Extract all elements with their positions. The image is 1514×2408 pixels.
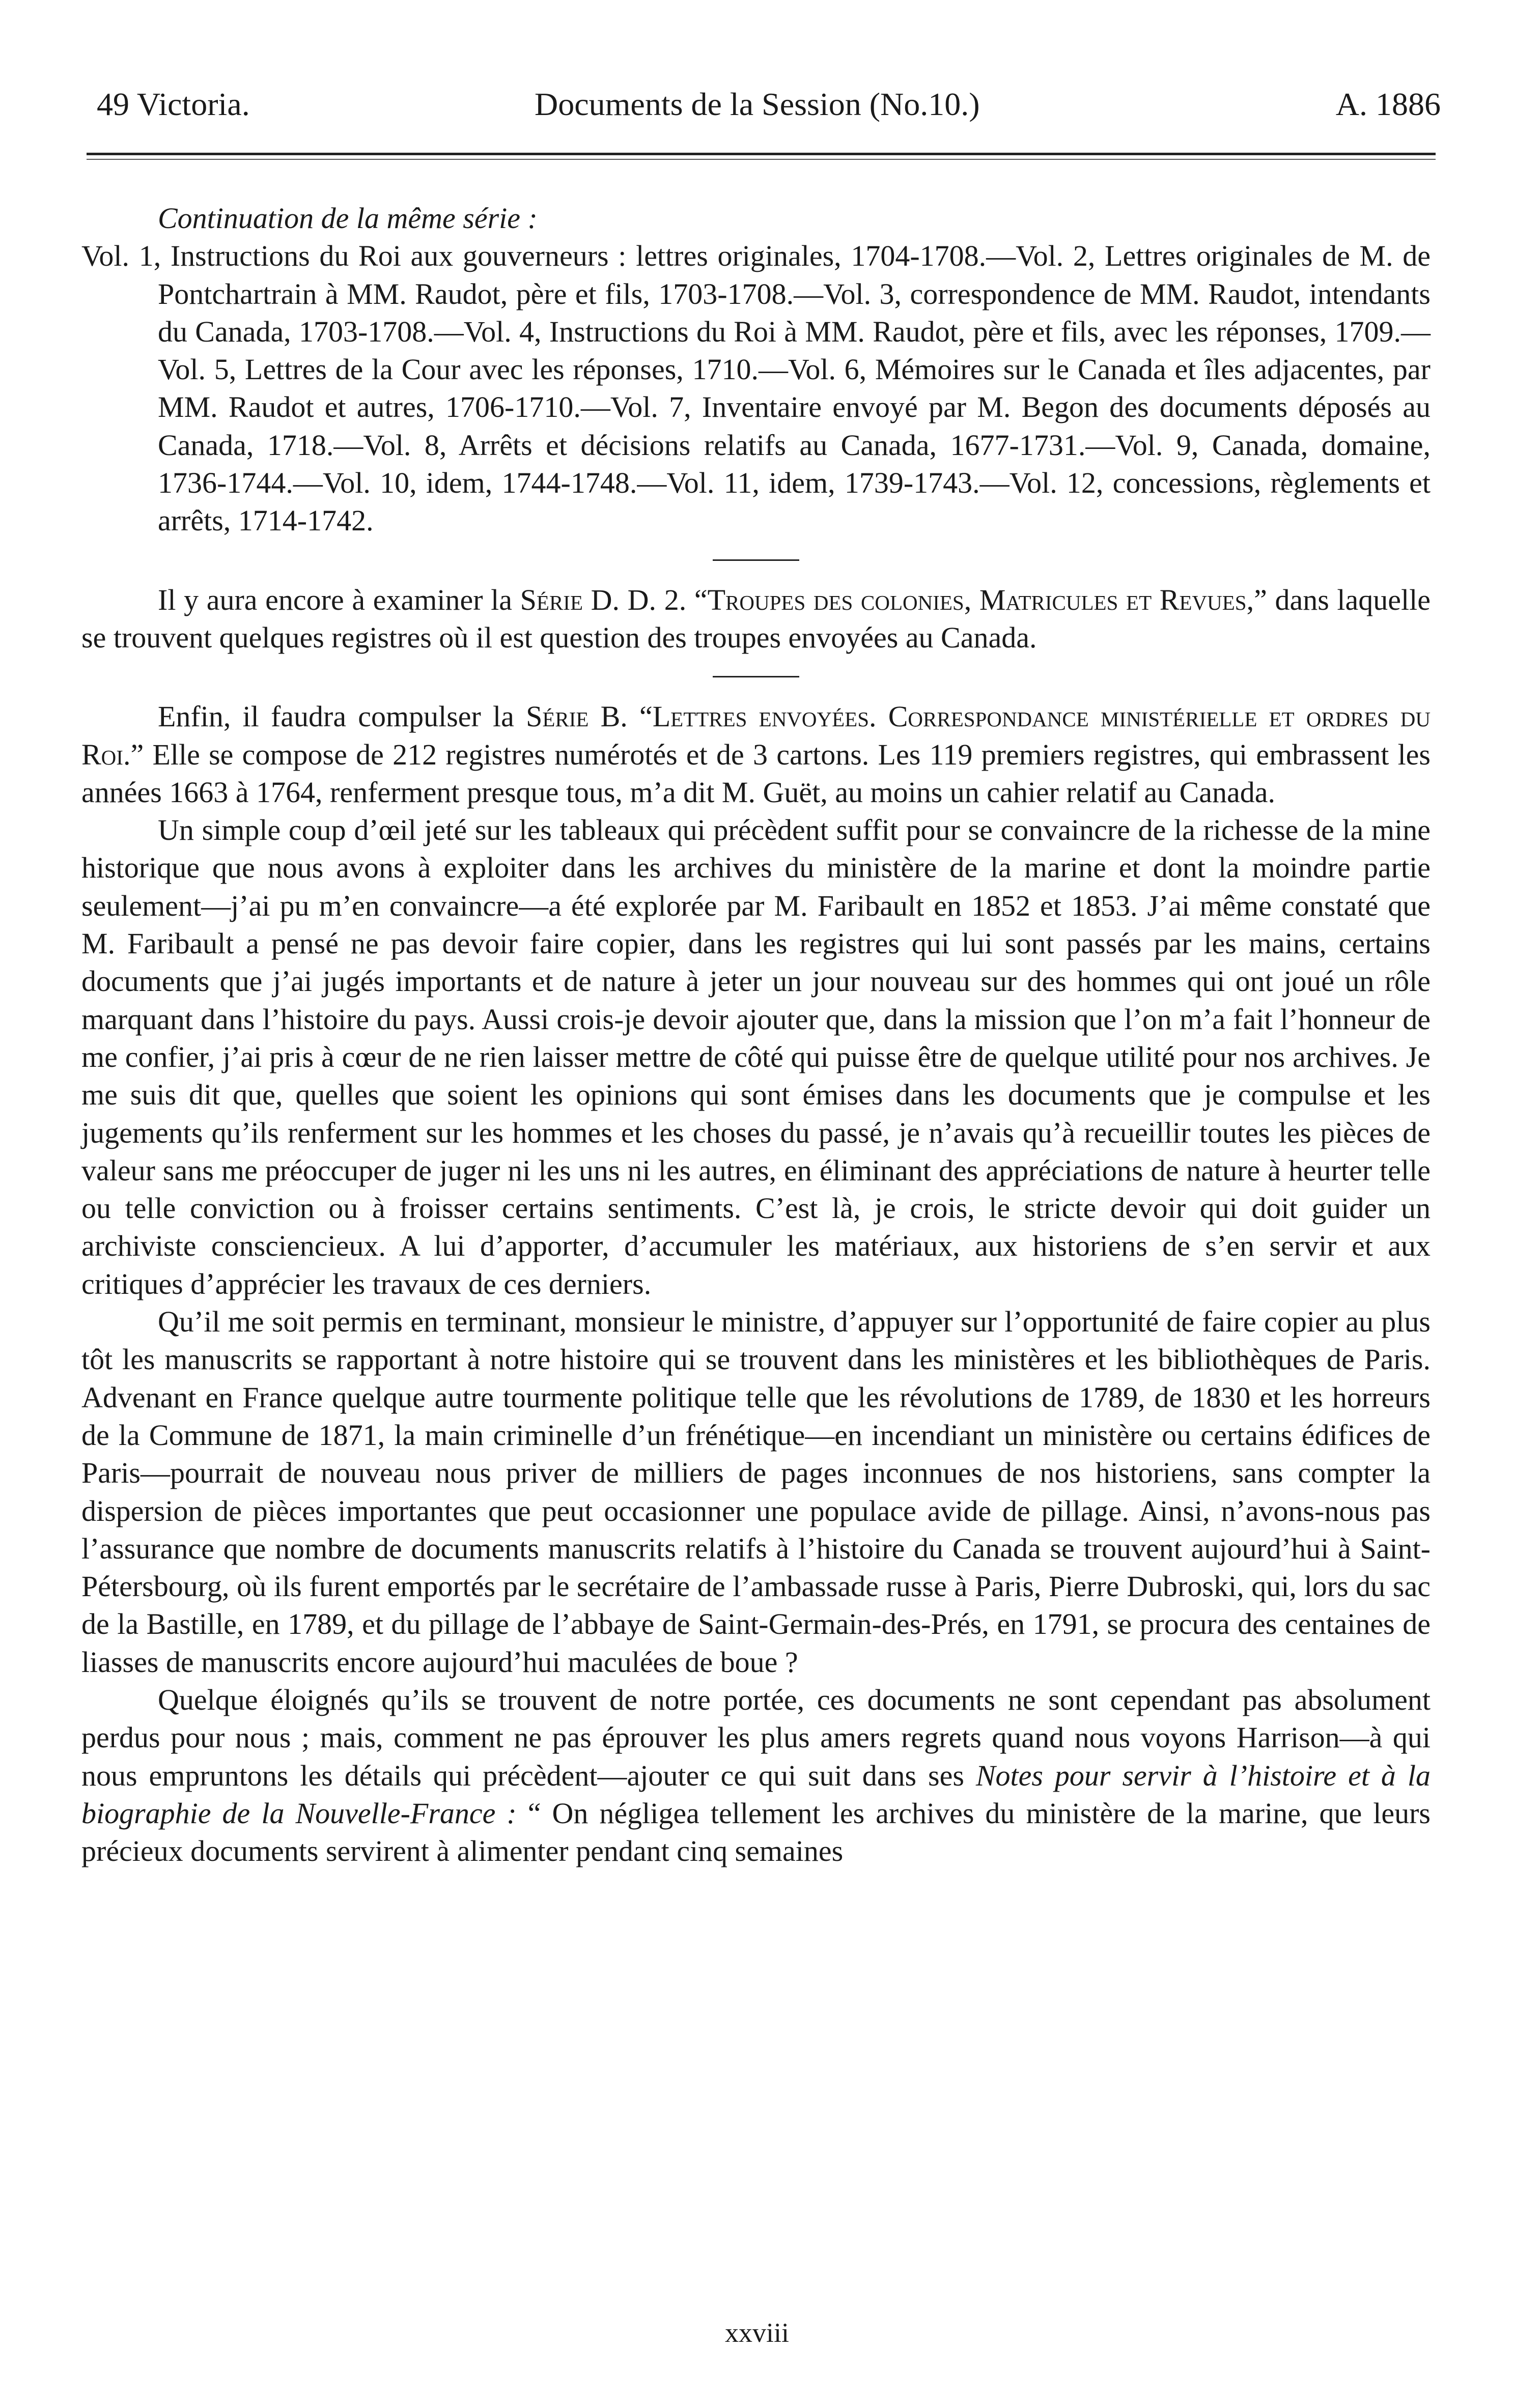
running-header (97, 86, 1441, 131)
series-name: Série D. D. 2. (520, 583, 687, 616)
text-fragment: “ On négligea tellement les archives du ministère de la marine, que leurs précieux documents servirent à alimenter pendant cinq semaines (81, 1796, 1431, 1868)
section-separator (713, 559, 799, 561)
header-rule (87, 153, 1436, 155)
text-fragment: “ (686, 583, 708, 616)
book-title: Notes pour servir à l’histoire et à la biographie de la Nouvelle-France : (81, 1759, 1431, 1830)
header-left: 49 Victoria. (97, 86, 250, 122)
text-fragment: .” Elle se compose de 212 registres numérotés et de 3 cartons. Les 119 premiers registres, qui embrassent les années 1663 à 1764, renferment presque tous, m’a dit M. Guët, au moins un cahier relatif au Canada. (81, 738, 1431, 809)
header-center: Documents de la Session (No.10.) (535, 86, 980, 122)
volume-list-paragraph: Vol. 1, Instructions du Roi aux gouverneurs : lettres originales, 1704-1708.—Vol. 2, Lettres originales de M. de Pontchartrain à MM. Raudot, père et fils, 1703-1708.—Vol. 3, correspondence de MM. Raudot, intendants du Canada, 1703-1708.—Vol. 4, Instructions du Roi à MM. Raudot, père et fils, avec les réponses, 1709.—Vol. 5, Lettres de la Cour avec les réponses, 1710.—Vol. 6, Mémoires sur le Canada et îles adjacentes, par MM. Raudot et autres, 1706-1710.—Vol. 7, Inventaire envoyé par M. Begon des documents déposés au Canada, 1718.—Vol. 8, Arrêts et décisions relatifs au Canada, 1677-1731.—Vol. 9, Canada, domaine, 1736-1744.—Vol. 10, idem, 1744-1748.—Vol. 11, idem, 1739-1743.—Vol. 12, concessions, règlements et arrêts, 1714-1742. (81, 239, 1431, 537)
header-rule-thin (87, 159, 1436, 160)
text-fragment: ,” dans laquelle se trouvent quelques registres où il est question des troupes envoyées au Canada. (81, 583, 1431, 654)
text-fragment: Enfin, il faudra compulser la (158, 700, 526, 733)
series-title: Lettres envoyées. Correspondance ministérielle et ordres du Roi (81, 700, 1431, 771)
series-name: Série B. (526, 700, 628, 733)
header-right: A. 1886 (1335, 86, 1441, 122)
paragraph-tableaux: Un simple coup d’œil jeté sur les tableaux qui précèdent suffit pour se convaincre de la richesse de la mine historique que nous avons à exploiter dans les archives du ministère de la marine et dont la moindre partie seulement—j’ai pu m’en convaincre—a été explorée par M. Faribault en 1852 et 1853. J’ai même constaté que M. Faribault a pensé ne pas devoir faire copier, dans les registres qui lui sont passés par les mains, certains documents que j’ai jugés importants et de nature à jeter un jour nouveau sur des hommes qui ont joué un rôle marquant dans l’histoire du pays. Aussi crois-je devoir ajouter que, dans la mission que l’on m’a fait l’honneur de me confier, j’ai pris à cœur de ne rien laisser mettre de côté qui puisse être de quelque utilité pour nos archives. Je me suis dit que, quelles que soient les opinions qui sont émises dans les documents que je compulse et les jugements qu’ils renferment sur les hommes et les choses du passé, je n’avais qu’à recueillir toutes les pièces de valeur sans me préoccuper de juger ni les uns ni les autres, en éliminant des appréciations de nature à heurter telle ou telle conviction ou à froisser certains sentiments. C’est là, je crois, le stricte devoir qui doit guider un archiviste consciencieux. A lui d’apporter, d’accumuler les matériaux, aux historiens de s’en servir et aux critiques d’apprécier les travaux de ces derniers. (81, 813, 1431, 1300)
text-fragment: “ (627, 700, 653, 733)
section-separator (713, 676, 799, 677)
paragraph-serie-dd2 (81, 581, 1431, 657)
series-title: Troupes des colonies, Matricules et Revues (707, 583, 1247, 616)
page-number: xxviii (724, 2317, 789, 2348)
paragraph-harrison (81, 1681, 1431, 1870)
text-fragment: Il y aura encore à examiner la (158, 583, 520, 616)
paragraph-opportunite: Qu’il me soit permis en terminant, monsieur le ministre, d’appuyer sur l’opportunité de faire copier au plus tôt les manuscrits se rapportant à notre histoire qui se trouvent dans les ministères et les bibliothèques de Paris. Advenant en France quelque autre tourmente politique telle que les révolutions de 1789, de 1830 et les horreurs de la Commune de 1871, la main criminelle d’un frénétique—en incendiant un ministère ou certains édifices de Paris—pourrait de nouveau nous priver de milliers de pages inconnues de nos historiens, sans compter la dispersion de pièces importantes que peut occasionner une populace avide de pillage. Ainsi, n’avons-nous pas l’assurance que nombre de documents manuscrits relatifs à l’histoire du Canada se trouvent aujourd’hui à Saint-Pétersbourg, où ils furent emportés par le secrétaire de l’ambassade russe à Paris, Pierre Dubroski, qui, lors du sac de la Bastille, en 1789, et du pillage de l’abbaye de Saint-Germain-des-Prés, en 1791, se procura des centaines de liasses de manuscrits encore aujourd’hui maculées de boue ? (81, 1305, 1431, 1679)
body-text (81, 200, 1431, 1870)
series-subtitle: Continuation de la même série : (158, 202, 538, 235)
text-fragment: Quelque éloignés qu’ils se trouvent de notre portée, ces documents ne sont cependant pas absolument perdus pour nous ; mais, comment ne pas éprouver les plus amers regrets quand nous voyons Harrison—à qui nous empruntons les détails qui précèdent—ajouter ce qui suit dans ses (81, 1683, 1431, 1792)
paragraph-serie-b (81, 698, 1431, 811)
